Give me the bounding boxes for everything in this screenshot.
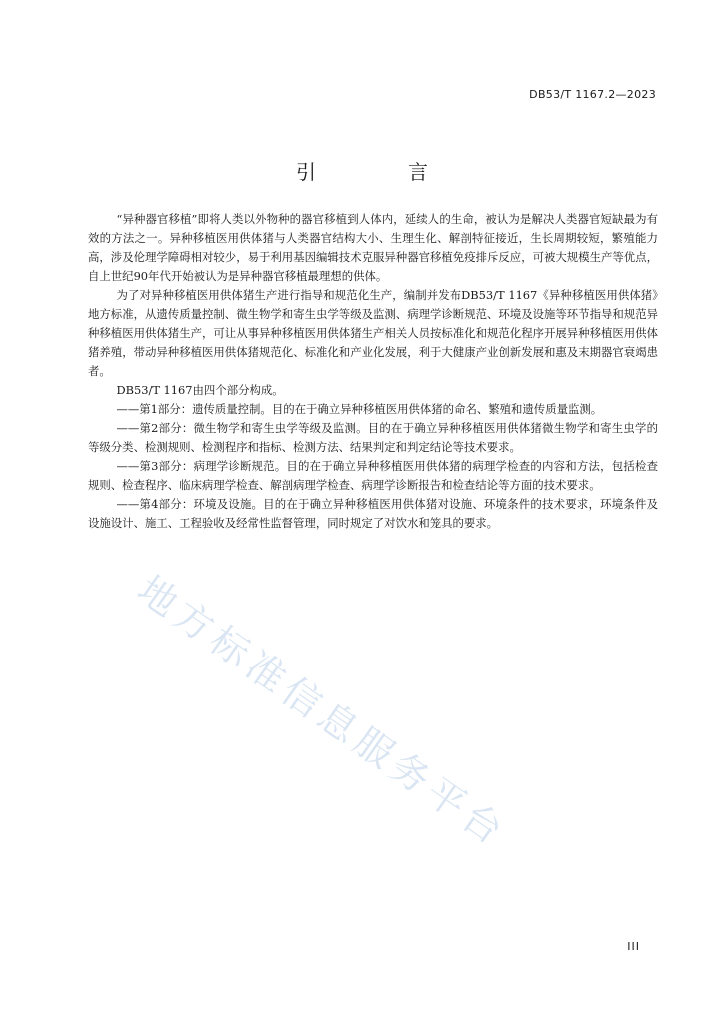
list-item-part-2: ——第2部分：微生物学和寄生虫学等级及监测。目的在于确立异种移植医用供体猪微生物学和寄生虫学的等级分类、检测规则、检测程序和指标、检测方法、结果判定和判定结论等技术要求。 <box>88 421 658 454</box>
page-title: 引 言 <box>296 160 464 184</box>
paragraph-structure: DB53/T 1167由四个部分构成。 <box>116 383 284 397</box>
paragraph-purpose: 为了对异种移植医用供体猪生产进行指导和规范化生产，编制并发布DB53/T 1167《异种移植医用供体猪》地方标准，从遗传质量控制、微生物学和寄生虫学等级及监测、病理学诊断规范、环境及设施等环节指导和规范异种移植医用供体猪生产，可让从事异种移植医用供体猪生产相关人员按标准化和规范化程序开展异种移植医用供体猪养殖，带动异种移植医用供体猪规范化、标准化和产业化发展，利于大健康产业创新发展和惠及末期器官衰竭患者。 <box>88 288 658 378</box>
document-code: DB53/T 1167.2—2023 <box>529 88 656 101</box>
page-number: III <box>627 940 640 953</box>
list-item-part-4: ——第4部分：环境及设施。目的在于确立异种移植医用供体猪对设施、环境条件的技术要求，环境条件及设施设计、施工、工程验收及经常性监督管理，同时规定了对饮水和笼具的要求。 <box>88 497 658 530</box>
list-item-part-3: ——第3部分：病理学诊断规范。目的在于确立异种移植医用供体猪的病理学检查的内容和方法，包括检查规则、检查程序、临床病理学检查、解剖病理学检查、病理学诊断报告和检查结论等方面的技术要求。 <box>88 459 658 492</box>
paragraph-intro: “异种器官移植”即将人类以外物种的器官移植到人体内，延续人的生命，被认为是解决人类器官短缺最为有效的方法之一。异种移植医用供体猪与人类器官结构大小、生理生化、解剖特征接近，生长周期较短，繁殖能力高，涉及伦理学障碍相对较少，易于利用基因编辑技术克服异种器官移植免疫排斥反应，可被大规模生产等优点，自上世纪90年代开始被认为是异种器官移植最理想的供体。 <box>88 212 658 283</box>
watermark: 地方标准信息服务平台 <box>129 567 516 856</box>
list-item-part-1: ——第1部分：遗传质量控制。目的在于确立异种移植医用供体猪的命名、繁殖和遗传质量监测。 <box>116 402 603 416</box>
document-body <box>88 210 658 533</box>
